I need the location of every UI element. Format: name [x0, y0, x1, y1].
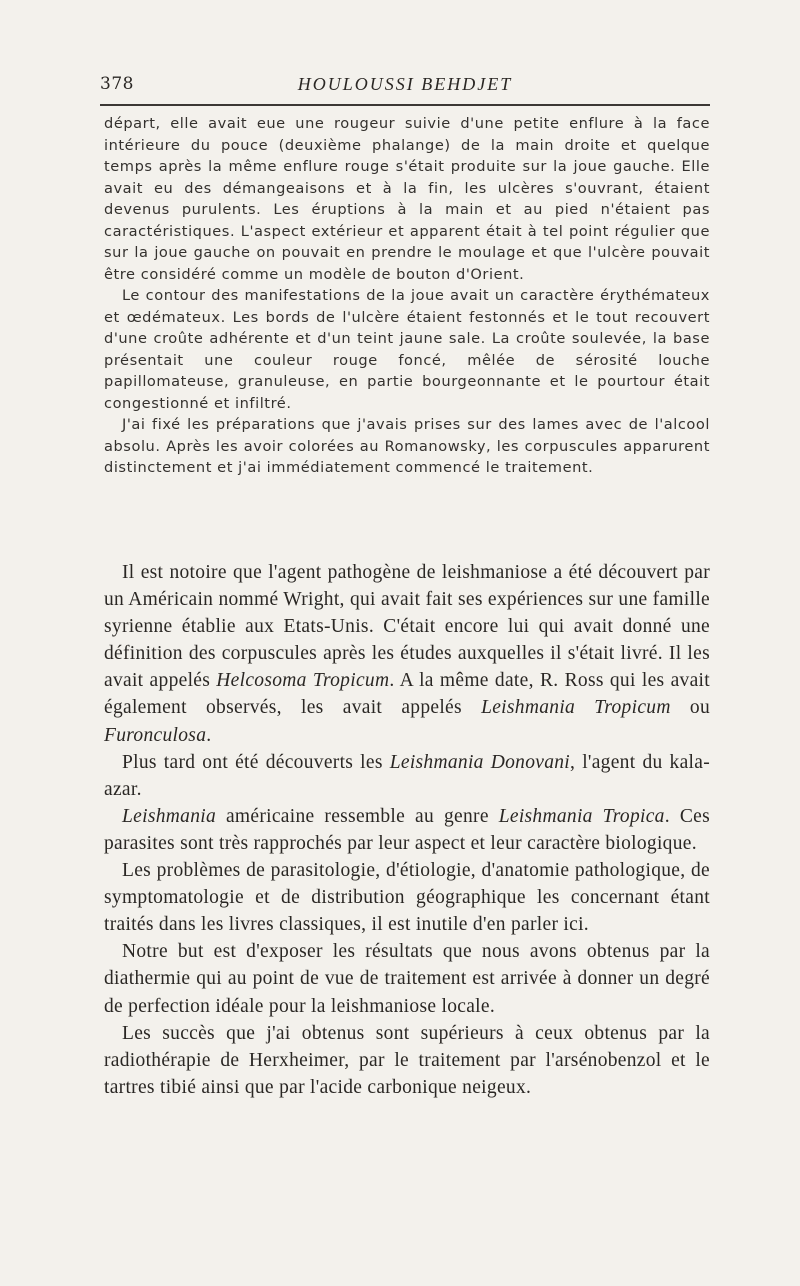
- italic-term: Leishmania Donovani: [389, 751, 571, 773]
- paragraph-problems: Les problèmes de parasitologie, d'étiologie, d'anatomie pathologique, de symptomatologie et de distribution géographique les concernant étant traités dans les livres classiques, il est inutile d'en parler ici.: [104, 860, 710, 936]
- page-header: [100, 70, 710, 100]
- small-print-section: [104, 113, 710, 479]
- paragraph-lesion-aspect: Le contour des manifestations de la joue avait un caractère érythémateux et œdémateux. Les bords de l'ulcère étaient festonnés et le tout recouvert d'une croûte adhérente et d'un teint jaune sale. La croûte soulevée, la base présentait une couleur rouge foncé, mêlée de sérosité louche papillomateuse, granuleuse, en partie bourgeonnante et le pourtour était congestionné et infiltré.: [104, 287, 710, 412]
- text-run: Plus tard ont été découverts les: [122, 751, 390, 773]
- paragraph-discovery: [104, 559, 710, 749]
- italic-term: Leishmania Tropica: [498, 805, 665, 827]
- italic-term: Leishmania Tropicum: [481, 697, 671, 719]
- header-rule: [100, 104, 710, 106]
- italic-term: Leishmania: [122, 805, 217, 827]
- main-text-section: [104, 559, 710, 1101]
- text-run: Il est notoire que l'agent pathogène de leishmaniose a été découvert par un Américain nommé Wright, qui avait fait ses expériences sur une famille syrienne établie aux Etats-Unis. C'était encore lui qui avait donné une définition des corpuscules après les études auxquelles il s'était livré. Il les avait appelés: [104, 562, 710, 692]
- text-run: .: [206, 724, 212, 746]
- paragraph-preparations: J'ai fixé les préparations que j'avais prises sur des lames avec de l'alcool absolu. Après les avoir colorées au Romanowsky, les corpuscules apparurent distinctement et j'ai immédiatement commencé le traitement.: [104, 416, 710, 476]
- text-run: . A la même date, R. Ross qui les avait également observés, les avait appelés: [104, 670, 710, 719]
- page-number: 378: [100, 74, 134, 94]
- paragraph-donovani: [104, 749, 710, 803]
- text-run: . Ces parasites sont très rapprochés par leur aspect et leur caractère biologique.: [104, 805, 710, 854]
- italic-term: Helcosoma Tropicum: [216, 670, 390, 692]
- running-title: HOULOUSSI BEHDJET: [297, 74, 513, 94]
- paragraph-american-leishmania: [104, 803, 710, 857]
- text-run: américaine ressemble au genre: [216, 805, 499, 827]
- paragraph-aim: Notre but est d'exposer les résultats que nous avons obtenus par la diathermie qui au point de vue de traitement est arrivée à donner un degré de perfection idéale pour la leishmaniose locale.: [104, 941, 710, 1017]
- italic-term: Furonculosa: [104, 724, 207, 746]
- paragraph-case-description: départ, elle avait eue une rougeur suivie d'une petite enflure à la face intérieure du pouce (deuxième phalange) de la main droite et quelque temps après la même enflure rouge s'était produite sur la joue gauche. Elle avait eu des démangeaisons et à la fin, les ulcères s'ouvrant, étaient devenus purulents. Les éruptions à la main et au pied n'étaient pas caractéristiques. L'aspect extérieur et apparent était à tel point régulier que sur la joue gauche on pouvait en prendre le moulage et que l'ulcère pouvait être considéré comme un modèle de bouton d'Orient.: [104, 115, 710, 283]
- text-run: , l'agent du kala-azar.: [104, 751, 710, 800]
- text-run: ou: [670, 697, 711, 719]
- paragraph-results: Les succès que j'ai obtenus sont supérieurs à ceux obtenus par la radiothérapie de Herxheimer, par le traitement par l'arsénobenzol et le tartres tibié ainsi que par l'acide carbonique neigeux.: [104, 1022, 710, 1098]
